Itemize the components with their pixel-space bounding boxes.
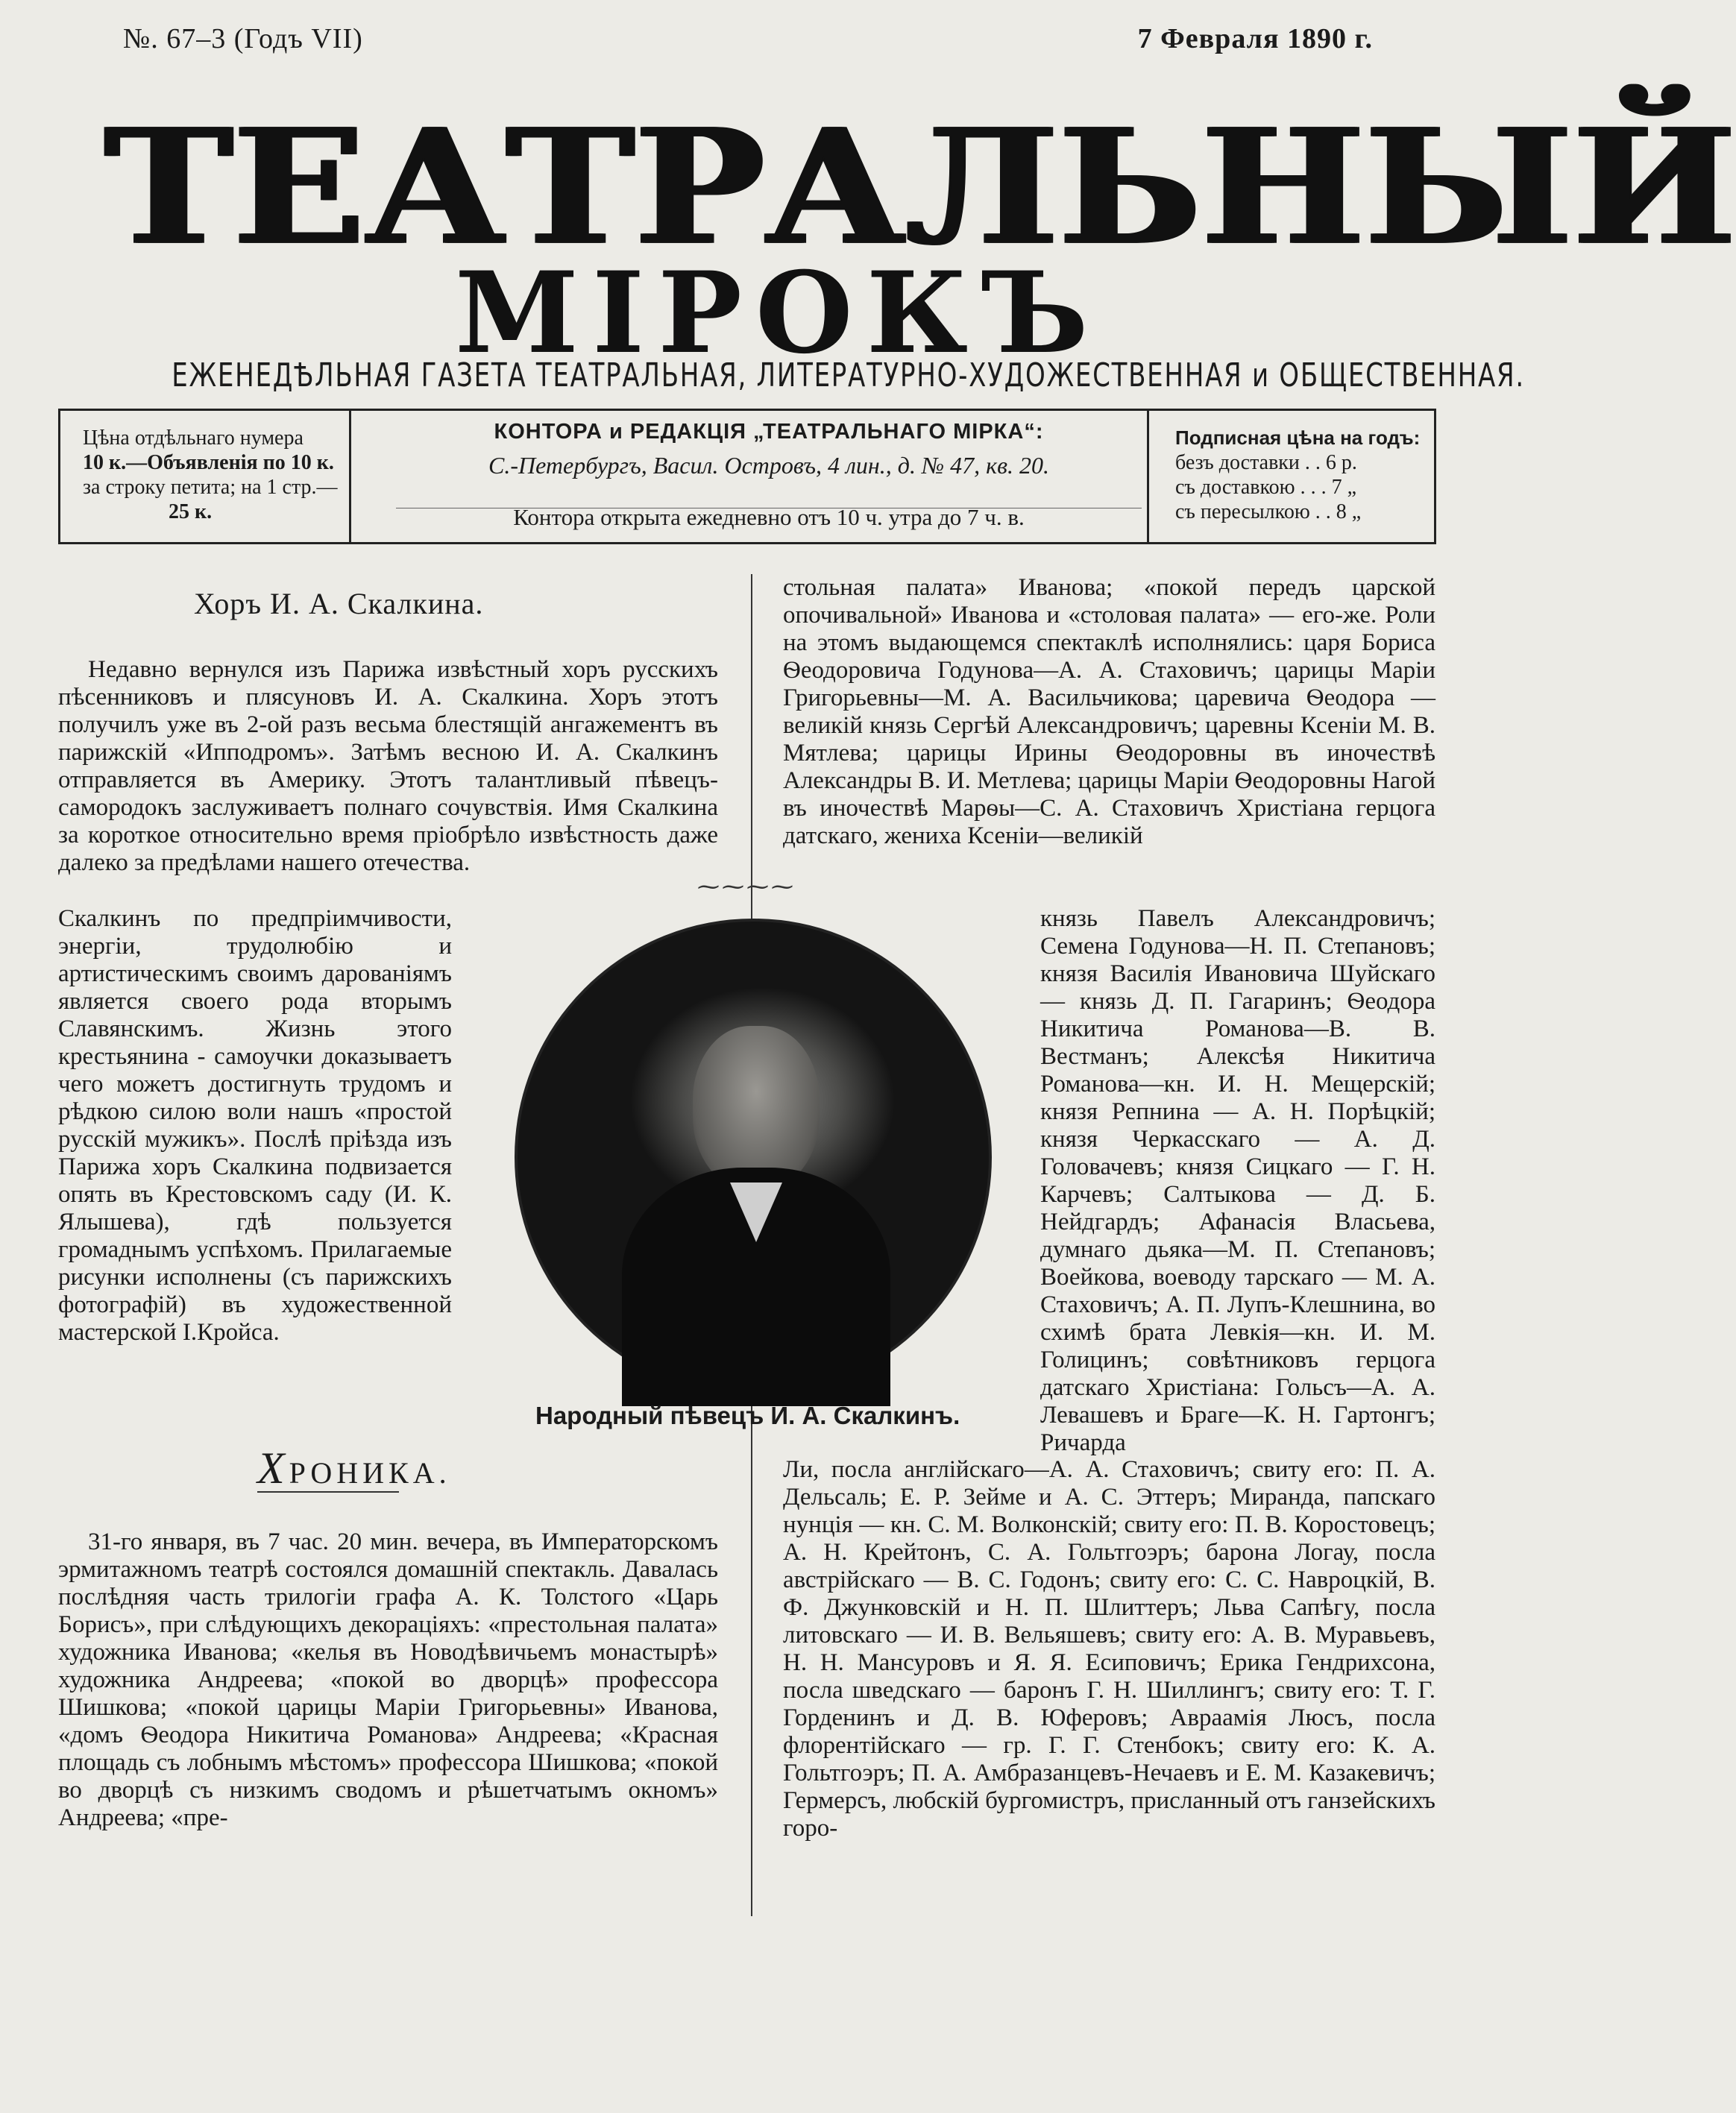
title-letter: Т bbox=[506, 93, 635, 281]
title-letter: Ь bbox=[1058, 93, 1202, 281]
portrait-face bbox=[693, 1026, 820, 1190]
price-line: Цѣна отдѣльнаго нумера bbox=[83, 426, 304, 450]
masthead-subtitle: МІРОКЪ bbox=[455, 248, 1102, 379]
masthead-title bbox=[104, 93, 1736, 281]
chronicle-title-rest: РОНИКА. bbox=[289, 1456, 451, 1490]
chronicle-body bbox=[58, 1528, 718, 1832]
right-column-top bbox=[783, 574, 1435, 850]
ornament-divider: ⁓⁓⁓⁓ bbox=[697, 875, 796, 899]
chronicle-rule bbox=[257, 1491, 399, 1493]
issue-number: №. 67–3 (Годъ VII) bbox=[123, 23, 363, 54]
title-letter: Р bbox=[635, 93, 765, 281]
title-letter: А bbox=[764, 93, 906, 281]
article-paragraph: Скалкинъ по предпріимчивости, энергіи, трудолюбію и артистическимъ своимъ дарованіямъ является своего рода вторымъ Славянскимъ. Жизнь этого крестьянина - самоучки доказываетъ чего можетъ достигнуть трудомъ и рѣдкою силою воли нашъ «простой русскій мужикъ». Послѣ пріѣзда изъ Парижа хоръ Скалкина подвизается опять въ Крестовскомъ саду (И. К. Ялышева), гдѣ пользуется громаднымъ успѣхомъ. Прилагаемые рисунки исполнены (съ парижскихъ фотографій) въ художественной мастерской І.Кройса. bbox=[58, 905, 452, 1346]
chronicle-initial: Х bbox=[257, 1443, 289, 1493]
subscription-panel bbox=[1147, 411, 1434, 542]
right-paragraph: князь Павелъ Александровичъ; Семена Годунова—Н. П. Степановъ; князя Василія Ивановича Шуйскаго — князь Д. П. Гагаринъ; Ѳеодора Никитича Романова—В. В. Вестманъ; Алексѣя Никитича Романова—кн. И. Н. Мещерскій; князя Репнина — А. Н. Порѣцкій; князя Черкасскаго — А. Д. Головачевъ; князя Сицкаго — Г. Н. Карчевъ; Салтыкова — Д. Б. Нейдгардъ; Афанасія Власьева, думнаго дьяка—М. П. Степановъ; Воейкова, воеводу тарскаго — М. А. Стаховичъ; А. П. Лупъ-Клешнина, во схимѣ брата Левкія—кн. И. М. Голицинъ; совѣтниковъ герцога датскаго Христіана: Гольсъ—А. А. Левашевъ и Брагe—К. Н. Гартонгъ; Ричарда bbox=[1040, 905, 1435, 1456]
subscription-line: съ доставкою . . . 7 „ bbox=[1175, 476, 1357, 499]
title-letter: Е bbox=[233, 93, 365, 281]
portrait-caption: Народный пѣвецъ И. А. Скалкинъ. bbox=[535, 1402, 960, 1429]
chronicle-title bbox=[257, 1443, 451, 1494]
chronicle-paragraph: 31-го января, въ 7 час. 20 мин. вечера, въ Императорскомъ эрмитажномъ театрѣ состоялся домашній спектакль. Давалась послѣдняя часть трилогіи графа А. К. Толстого «Царь Борисъ», при слѣдующихъ декораціяхъ: «престольная палата» художника Иванова; «келья въ Новодѣвичьемъ монастырѣ» художника Андреева; «покой во дворцѣ» профессора Шишкова; «покой царицы Маріи Григорьевны» Иванова, «домъ Ѳеодора Никитича Романова» Андреева; «Красная площадь съ лобнымъ мѣстомъ» профессора Шишкова; «покой во дворцѣ съ низкимъ сводомъ и рѣшетчатымъ окномъ» Андреева; «пре- bbox=[58, 1528, 718, 1831]
right-paragraph: Ли, посла англійскаго—А. А. Стаховичъ; свиту его: П. А. Дельсаль; Е. Р. Зейме и А. С. Эттеръ; Миранда, папскаго нунція — кн. С. М. Волконскій; свиту его: П. В. Коростовецъ; А. Н. Крейтонъ, С. А. Гольтгоэръ; барона Логау, посла австрійскаго — В. С. Годонъ; свиту его: С. С. Навроцкій, В. Ф. Джунковскій и Н. П. Шлиттеръ; Льва Сапѣгу, посла литовскаго — И. В. Вельяшевъ; свиту его: А. В. Муравьевъ, Н. Н. Мансуровъ и Я. Я. Есиповичъ; Ерика Гендрихсона, посла шведскаго — баронъ Г. Н. Шиллингъ; свиту его: Т. Г. Горденинъ и Д. В. Юферовъ; Авраамія Люсъ, посла флорентійскаго — гр. Г. Г. Стенбокъ; свиту его: К. А. Гольтгоэръ; П. А. Амбразанцевъ-Нечаевъ и Е. М. Казакевичъ; Гермерсъ, любскій бургомистръ, присланный отъ ганзейскихъ горо- bbox=[783, 1456, 1435, 1842]
subscription-heading: Подписная цѣна на годъ: bbox=[1175, 426, 1421, 449]
title-letter: Й bbox=[1573, 93, 1736, 281]
office-panel bbox=[396, 420, 1142, 531]
price-line: 25 к. bbox=[169, 500, 213, 523]
price-line: за строку петита; на 1 стр.— bbox=[83, 476, 338, 499]
portrait-image bbox=[515, 919, 992, 1396]
title-letter: Л bbox=[905, 93, 1059, 281]
masthead-tagline: ЕЖЕНЕДѢЛЬНАЯ ГАЗЕТА ТЕАТРАЛЬНАЯ, ЛИТЕРАТУРНО-ХУДОЖЕСТВЕННАЯ и ОБЩЕСТВЕННАЯ. bbox=[172, 356, 1525, 394]
office-hours: Контора открыта ежедневно отъ 10 ч. утра до 7 ч. в. bbox=[513, 504, 1025, 530]
title-letter: Ы bbox=[1365, 93, 1573, 281]
subscription-line: съ пересылкою . . 8 „ bbox=[1175, 500, 1362, 523]
office-address: С.-Петербургъ, Васил. Островъ, 4 лин., д. № 47, кв. 20. bbox=[488, 452, 1049, 479]
info-box bbox=[58, 409, 1436, 544]
title-letter: Т bbox=[104, 93, 233, 281]
issue-date: 7 Февраля 1890 г. bbox=[1137, 23, 1373, 54]
price-panel bbox=[60, 411, 351, 542]
article-title: Хоръ И. А. Скалкина. bbox=[194, 587, 484, 620]
right-column-narrow bbox=[1040, 905, 1435, 1457]
right-column-bottom bbox=[783, 1456, 1435, 1842]
price-line: 10 к.—Объявленія по 10 к. bbox=[83, 451, 334, 474]
title-letter: А bbox=[365, 93, 506, 281]
title-letter: Н bbox=[1201, 93, 1365, 281]
office-heading: КОНТОРА и РЕДАКЦІЯ „ТЕАТРАЛЬНАГО МІРКА“: bbox=[494, 420, 1044, 444]
article-paragraph: Недавно вернулся изъ Парижа извѣстный хоръ русскихъ пѣсенниковъ и плясуновъ И. А. Скалкина. Хоръ этотъ получилъ уже въ 2-ой разъ весьма блестящій ангажементъ въ парижскій «Ипподромъ». Затѣмъ весною И. А. Скалкинъ отправляется въ Америку. Этотъ талантливый пѣвецъ-самородокъ заслуживаетъ полнаго сочувствія. Имя Скалкина за короткое относительно время пріобрѣло извѣстность даже далеко за предѣлами нашего отечества. bbox=[58, 656, 718, 876]
article-body-narrow bbox=[58, 905, 452, 1347]
right-paragraph: стольная палата» Иванова; «покой передъ царской опочивальной» Иванова и «столовая палата» — его-же. Роли на этомъ выдающемся спектаклѣ исполнялись: царя Бориса Ѳеодоровича Годунова—А. А. Стаховичъ; царицы Маріи Григорьевны—М. А. Васильчикова; царевича Ѳеодора — великій князь Сергѣй Александровичъ; царевны Ксеніи М. В. Мятлева; царицы Ирины Ѳеодоровны въ иночествѣ Александры В. И. Метлева; царицы Маріи Ѳеодоровны Нагой въ иночествѣ Марѳы—С. А. Стаховичъ Христіана герцога датскаго, жениха Ксеніи—великій bbox=[783, 574, 1435, 849]
subscription-line: безъ доставки . . 6 р. bbox=[1175, 451, 1357, 474]
article-body-top bbox=[58, 656, 718, 877]
